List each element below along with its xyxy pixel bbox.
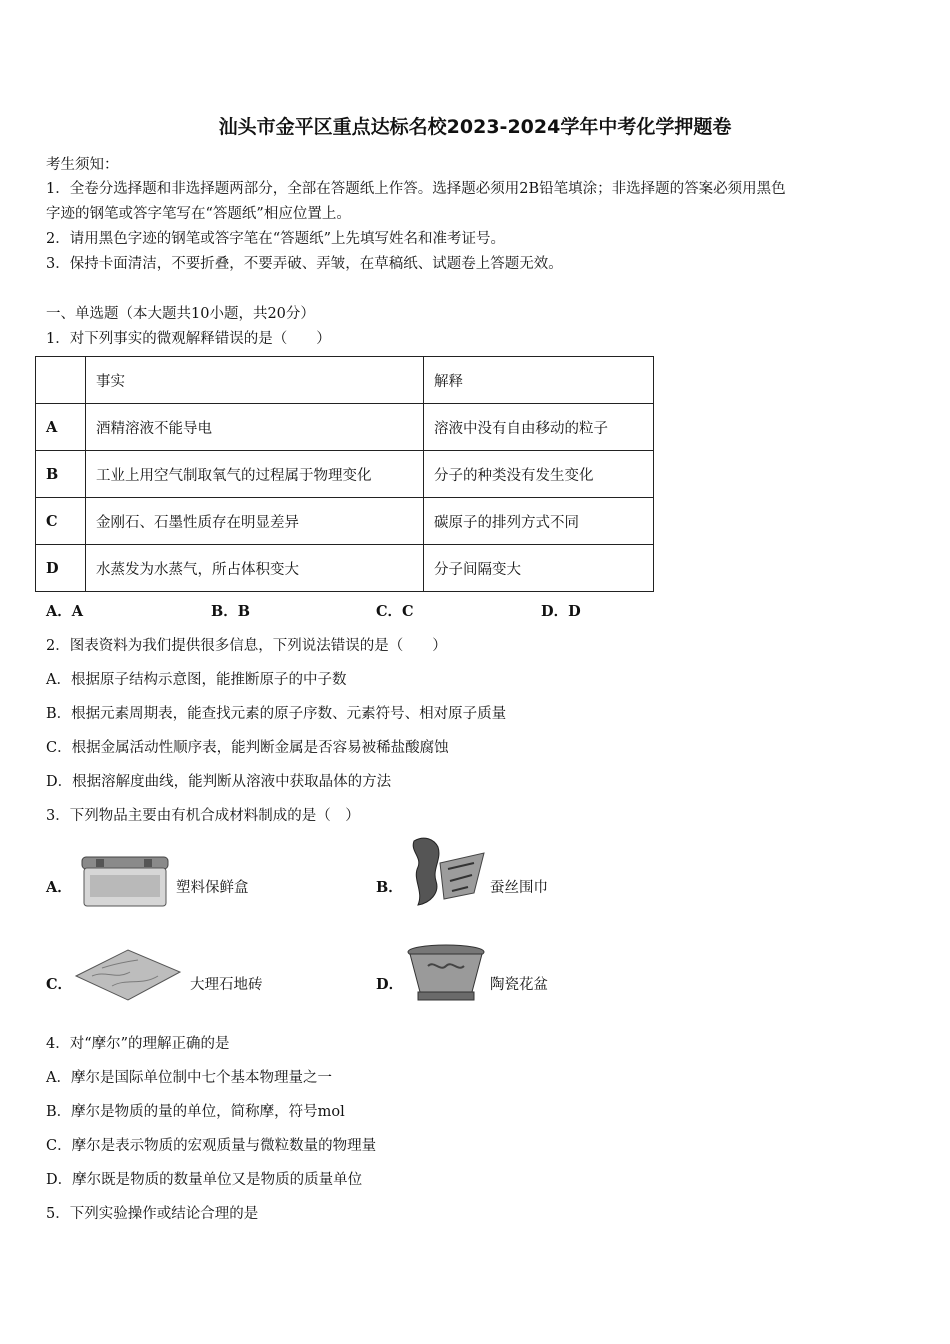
question-1-stem: 1．对下列事实的微观解释错误的是（ ） (46, 331, 331, 347)
row-fact: 酒精溶液不能导电 (86, 404, 424, 451)
row-key: D (36, 545, 86, 592)
row-key: A (36, 404, 86, 451)
q2-option-d: D．根据溶解度曲线，能判断从溶液中获取晶体的方法 (46, 774, 392, 790)
question-5-stem: 5．下列实验操作或结论合理的是 (46, 1206, 259, 1222)
row-fact: 水蒸发为水蒸气，所占体积变大 (86, 545, 424, 592)
table-header-cell: 解释 (424, 357, 654, 404)
table-row (36, 451, 654, 498)
notice-line-1b: 字迹的钢笔或答字笔写在“答题纸”相应位置上。 (46, 206, 351, 222)
page-title: 汕头市金平区重点达标名校2023-2024学年中考化学押题卷 (218, 116, 732, 138)
q3-option-a-key: A． (46, 879, 72, 896)
table-row (36, 498, 654, 545)
q2-option-b: B．根据元素周期表，能查找元素的原子序数、元素符号、相对原子质量 (46, 706, 507, 722)
q3-option-c-label: 大理石地砖 (190, 977, 263, 993)
q4-option-d: D．摩尔既是物质的数量单位又是物质的质量单位 (46, 1172, 363, 1188)
row-explain: 分子的种类没有发生变化 (424, 451, 654, 498)
q2-option-c: C．根据金属活动性顺序表，能判断金属是否容易被稀盐酸腐蚀 (46, 740, 449, 756)
q4-option-a: A．摩尔是国际单位制中七个基本物理量之一 (46, 1070, 332, 1086)
q4-option-b: B．摩尔是物质的量的单位，简称摩，符号mol (46, 1104, 345, 1120)
question-1-table (35, 356, 654, 592)
table-header-cell: 事实 (86, 357, 424, 404)
row-explain: 碳原子的排列方式不同 (424, 498, 654, 545)
row-fact: 金刚石、石墨性质存在明显差异 (86, 498, 424, 545)
notice-line-1a: 1．全卷分选择题和非选择题两部分，全部在答题纸上作答。选择题必须用2B铅笔填涂；非选择题的答案必须用黑色 (46, 181, 786, 197)
row-explain: 溶液中没有自由移动的粒子 (424, 404, 654, 451)
q1-option-d: D．D (541, 603, 581, 620)
row-key: B (36, 451, 86, 498)
q1-option-c: C．C (376, 603, 414, 620)
row-fact: 工业上用空气制取氧气的过程属于物理变化 (86, 451, 424, 498)
question-2-stem: 2．图表资料为我们提供很多信息，下列说法错误的是（ ） (46, 638, 447, 654)
table-header-row (36, 357, 654, 404)
plastic-box-image (76, 853, 172, 911)
question-4-stem: 4．对“摩尔”的理解正确的是 (46, 1036, 230, 1052)
table-row (36, 545, 654, 592)
marble-tile-image (72, 946, 184, 1004)
q2-option-a: A．根据原子结构示意图，能推断原子的中子数 (46, 672, 347, 688)
question-3-stem: 3．下列物品主要由有机合成材料制成的是（ ） (46, 808, 360, 824)
q3-option-d-key: D． (376, 976, 404, 993)
q4-option-c: C．摩尔是表示物质的宏观质量与微粒数量的物理量 (46, 1138, 377, 1154)
section-heading: 一、单选题（本大题共10小题，共20分） (46, 306, 315, 322)
table-header-cell (36, 357, 86, 404)
row-key: C (36, 498, 86, 545)
ceramic-pot-image (404, 942, 488, 1004)
q3-option-c-key: C． (46, 976, 73, 993)
notice-line-2: 2．请用黑色字迹的钢笔或答字笔在“答题纸”上先填写姓名和准考证号。 (46, 231, 506, 247)
q3-option-d-label: 陶瓷花盆 (490, 977, 548, 993)
silk-scarf-image (404, 833, 488, 909)
q1-option-a: A．A (46, 603, 84, 620)
q3-option-b-label: 蚕丝围巾 (490, 880, 548, 896)
notice-line-3: 3．保持卡面清洁，不要折叠，不要弄破、弄皱，在草稿纸、试题卷上答题无效。 (46, 256, 563, 272)
q3-option-a-label: 塑料保鲜盒 (176, 880, 249, 896)
q1-option-b: B．B (211, 603, 251, 620)
q3-option-b-key: B． (376, 879, 403, 896)
row-explain: 分子间隔变大 (424, 545, 654, 592)
table-row (36, 404, 654, 451)
notice-heading: 考生须知： (46, 157, 119, 173)
